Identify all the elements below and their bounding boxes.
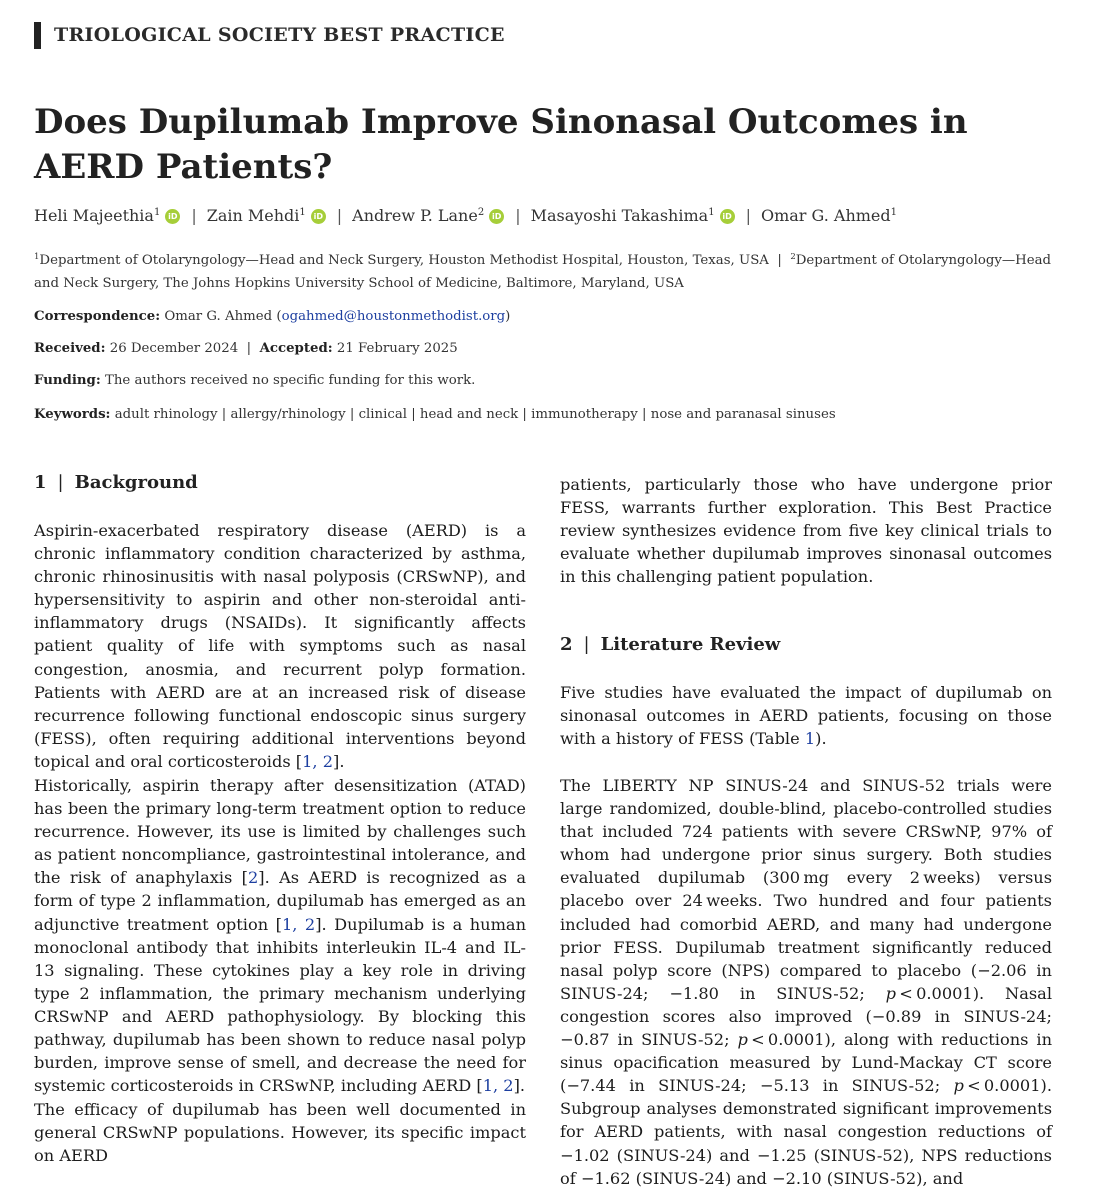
author-name[interactable]: Andrew P. Lane$^2$ — [352, 206, 485, 225]
funding-line: Funding: The authors received no specific funding for this work. — [34, 373, 476, 388]
orcid-icon[interactable]: iD — [720, 209, 735, 224]
paragraph-literature-1: Five studies have evaluated the impact of dupilumab on sinonasal outcomes in AERD patients, focusing on those with a history of FESS (Table 1). — [560, 683, 1052, 749]
section-heading-background: 1 | Background — [34, 472, 198, 493]
email-link[interactable]: ogahmed@houstonmethodist.org — [281, 309, 506, 324]
article-title: Does Dupilumab Improve Sinonasal Outcomes in AERD Patients? — [34, 102, 968, 187]
citation-link[interactable]: 1, 2 — [302, 751, 333, 771]
orcid-icon[interactable]: iD — [489, 209, 504, 224]
citation-link[interactable]: 2 — [247, 868, 259, 888]
dates-line: Received: 26 December 2024 | Accepted: 21 February 2025 — [34, 341, 458, 356]
author-list: Heli Majeethia$^1$ iD | Zain Mehdi$^1$ iD | Andrew P. Lane$^2$ iD | Masayoshi Takashima$^1$ iD | Omar G. Ahmed$^1$ — [34, 206, 898, 225]
paragraph-background-3: The efficacy of dupilumab has been well documented in general CRSwNP populations. However, its specific impact on AERD — [34, 1100, 526, 1166]
section-heading-literature-review: 2 | Literature Review — [560, 634, 781, 655]
author-name[interactable]: Masayoshi Takashima$^1$ — [530, 206, 715, 225]
keywords-line: Keywords: adult rhinology | allergy/rhinology | clinical | head and neck | immunotherapy | nose and paranasal sinuses — [34, 407, 836, 422]
author-name[interactable]: Zain Mehdi$^1$ — [206, 206, 306, 225]
paragraph-background-1: Aspirin-exacerbated respiratory disease (AERD) is a chronic inflammatory condition characterized by asthma, chronic rhinosinusitis with nasal polyposis (CRSwNP), and hypersensitivity to aspirin and other non-steroidal anti-inflammatory drugs (NSAIDs). It significantly affects patient quality of life with symptoms such as nasal congestion, anosmia, and recurrent polyp formation. Patients with AERD are at an increased risk of disease recurrence following functional endoscopic sinus surgery (FESS), often requiring additional interventions beyond topical and oral corticosteroids [1, 2]. — [34, 521, 526, 771]
citation-link[interactable]: 1, 2 — [482, 1076, 514, 1096]
citation-link[interactable]: 1, 2 — [281, 914, 316, 934]
journal-section-header — [34, 21, 505, 49]
paragraph-background-4: patients, particularly those who have undergone prior FESS, warrants further exploration. This Best Practice review synthesizes evidence from five key clinical trials to evaluate whether dupilumab improves sinonasal outcomes in this challenging patient population. — [560, 475, 1052, 587]
section-label: TRIOLOGICAL SOCIETY BEST PRACTICE — [54, 24, 505, 46]
table-link[interactable]: 1 — [804, 729, 816, 749]
author-name[interactable]: Omar G. Ahmed$^1$ — [760, 206, 898, 225]
correspondence-line: Correspondence: Omar G. Ahmed (ogahmed@houstonmethodist.org) — [34, 309, 511, 324]
header-rule — [34, 22, 41, 49]
paragraph-literature-2: The LIBERTY NP SINUS-24 and SINUS-52 trials were large randomized, double-blind, placebo-controlled studies that included 724 patients with severe CRSwNP, 97% of whom had undergone prior sinus surgery. Both studies evaluated dupilumab (300 mg every 2 weeks) versus placebo over 24 weeks. Two hundred and four patients included had comorbid AERD, and many had undergone prior FESS. Dupilumab treatment significantly reduced nasal polyp score (NPS) compared to placebo (−2.06 in SINUS-24; −1.80 in SINUS-52; p < 0.0001). Nasal congestion scores also improved (−0.89 in SINUS-24; −0.87 in SINUS-52; p < 0.0001), along with reductions in sinus opacification measured by Lund-Mackay CT score (−7.44 in SINUS-24; −5.13 in SINUS-52; p < 0.0001). Subgroup analyses demonstrated significant improvements for AERD patients, with nasal congestion reductions of −1.02 (SINUS-24) and −1.25 (SINUS-52), NPS reductions of −1.62 (SINUS-24) and −2.10 (SINUS-52), and — [560, 776, 1052, 1188]
orcid-icon[interactable]: iD — [311, 209, 326, 224]
author-name[interactable]: Heli Majeethia$^1$ — [34, 206, 161, 225]
affiliations: $^1$Department of Otolaryngology—Head and Neck Surgery, Houston Methodist Hospital, Houston, Texas, USA | $^2$Department of Otolaryngology—Head and Neck Surgery, The Johns Hopkins University School of Medicine, Baltimore, Maryland, USA — [34, 252, 1052, 291]
orcid-icon[interactable]: iD — [165, 209, 180, 224]
paragraph-background-2: Historically, aspirin therapy after desensitization (ATAD) has been the primary long-term treatment option to reduce recurrence. However, its use is limited by challenges such as patient noncompliance, gastrointestinal intolerance, and the risk of anaphylaxis [2]. As AERD is recognized as a form of type 2 inflammation, dupilumab has emerged as an adjunctive treatment option [1, 2]. Dupilumab is a human monoclonal antibody that inhibits interleukin IL-4 and IL-13 signaling. These cytokines play a key role in driving type 2 inflammation, the primary mechanism underlying CRSwNP and AERD pathophysiology. By blocking this pathway, dupilumab has been shown to reduce nasal polyp burden, improve sense of smell, and decrease the need for systemic corticosteroids in CRSwNP, including AERD [1, 2]. — [34, 776, 526, 1096]
